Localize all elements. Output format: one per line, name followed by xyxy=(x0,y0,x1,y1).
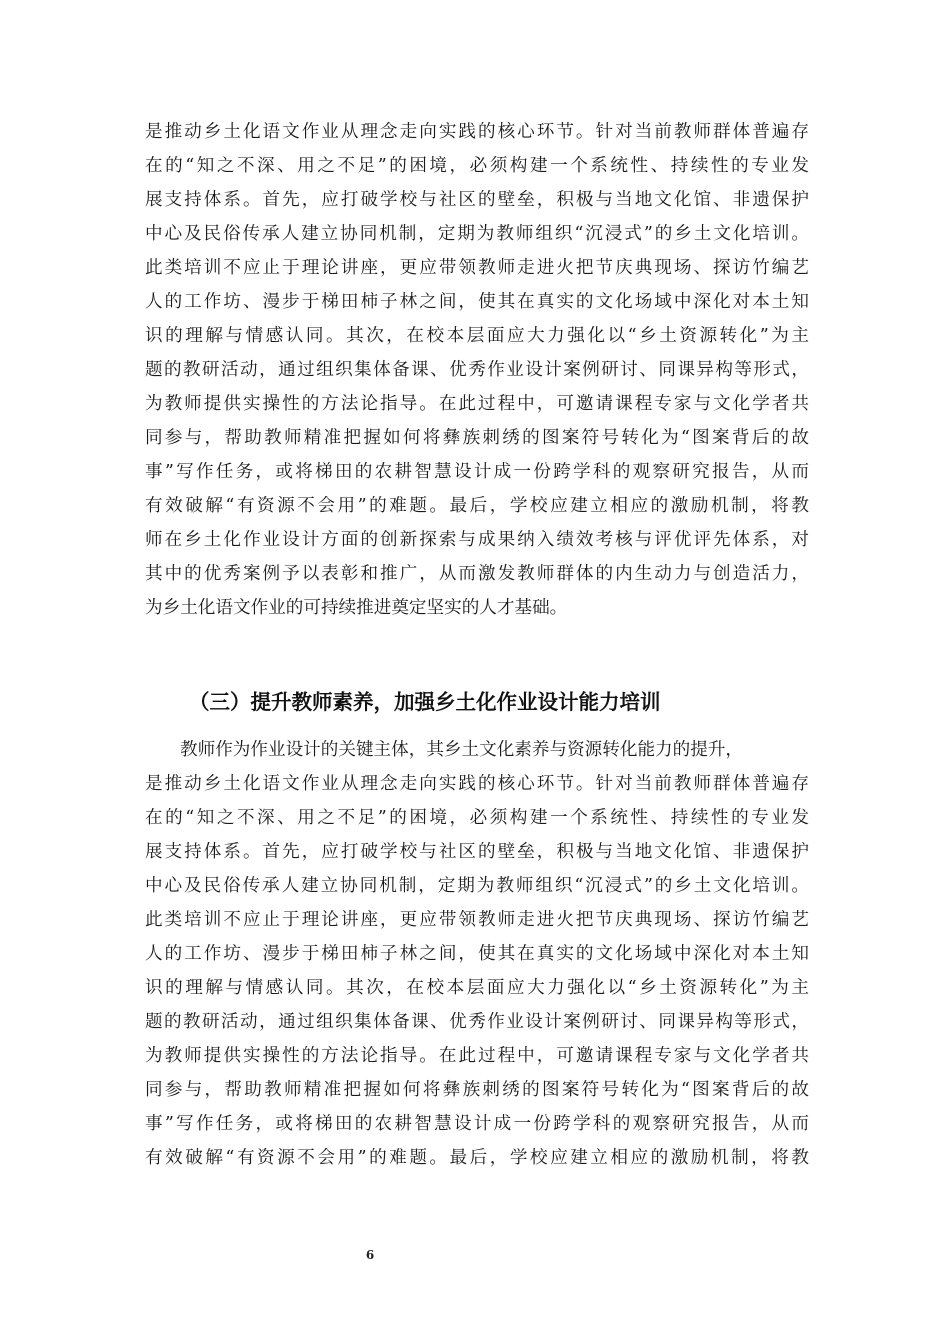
text-line: 同参与，帮助教师精准把握如何将彝族刺绣的图案符号转化为“图案背后的故 xyxy=(145,1080,809,1100)
text-line: 有效破解“有资源不会用”的难题。最后，学校应建立相应的激励机制，将教 xyxy=(145,1148,809,1168)
page-number: 6 xyxy=(365,1248,375,1262)
text-line: 教师作为作业设计的关键主体，其乡土文化素养与资源转化能力的提升， xyxy=(180,740,744,760)
text-line: 中心及民俗传承人建立协同机制，定期为教师组织“沉浸式”的乡土文化培训。 xyxy=(145,876,809,896)
text-line: 为教师提供实操性的方法论指导。在此过程中，可邀请课程专家与文化学者共 xyxy=(145,394,809,414)
text-line: 有效破解“有资源不会用”的难题。最后，学校应建立相应的激励机制，将教 xyxy=(145,496,809,516)
text-line: 是推动乡土化语文作业从理念走向实践的核心环节。针对当前教师群体普遍存 xyxy=(145,774,809,794)
text-line: 题的教研活动，通过组织集体备课、优秀作业设计案例研讨、同课异构等形式， xyxy=(145,1012,809,1032)
text-line: 是推动乡土化语文作业从理念走向实践的核心环节。针对当前教师群体普遍存 xyxy=(145,122,809,142)
text-line: 题的教研活动，通过组织集体备课、优秀作业设计案例研讨、同课异构等形式， xyxy=(145,360,809,380)
text-line: 为乡土化语文作业的可持续推进奠定坚实的人才基础。 xyxy=(145,598,568,618)
text-line: 同参与，帮助教师精准把握如何将彝族刺绣的图案符号转化为“图案背后的故 xyxy=(145,428,809,448)
text-line: 识的理解与情感认同。其次，在校本层面应大力强化以“乡土资源转化”为主 xyxy=(145,978,809,998)
text-line: 人的工作坊、漫步于梯田柿子林之间，使其在真实的文化场域中深化对本土知 xyxy=(145,944,809,964)
text-line: 在的“知之不深、用之不足”的困境，必须构建一个系统性、持续性的专业发 xyxy=(145,808,809,828)
text-line: 事”写作任务，或将梯田的农耕智慧设计成一份跨学科的观察研究报告，从而 xyxy=(145,1114,809,1134)
section-heading: （三）提升教师素养，加强乡土化作业设计能力培训 xyxy=(189,690,661,714)
text-line: 识的理解与情感认同。其次，在校本层面应大力强化以“乡土资源转化”为主 xyxy=(145,326,809,346)
text-line: 展支持体系。首先，应打破学校与社区的壁垒，积极与当地文化馆、非遗保护 xyxy=(145,842,809,862)
text-line: 为教师提供实操性的方法论指导。在此过程中，可邀请课程专家与文化学者共 xyxy=(145,1046,809,1066)
text-line: 师在乡土化作业设计方面的创新探索与成果纳入绩效考核与评优评先体系，对 xyxy=(145,530,809,550)
text-line: 此类培训不应止于理论讲座，更应带领教师走进火把节庆典现场、探访竹编艺 xyxy=(145,258,809,278)
text-line: 事”写作任务，或将梯田的农耕智慧设计成一份跨学科的观察研究报告，从而 xyxy=(145,462,809,482)
text-line: 人的工作坊、漫步于梯田柿子林之间，使其在真实的文化场域中深化对本土知 xyxy=(145,292,809,312)
text-line: 此类培训不应止于理论讲座，更应带领教师走进火把节庆典现场、探访竹编艺 xyxy=(145,910,809,930)
text-line: 其中的优秀案例予以表彰和推广，从而激发教师群体的内生动力与创造活力， xyxy=(145,564,809,584)
text-line: 中心及民俗传承人建立协同机制，定期为教师组织“沉浸式”的乡土文化培训。 xyxy=(145,224,809,244)
text-line: 在的“知之不深、用之不足”的困境，必须构建一个系统性、持续性的专业发 xyxy=(145,156,809,176)
text-line: 展支持体系。首先，应打破学校与社区的壁垒，积极与当地文化馆、非遗保护 xyxy=(145,190,809,210)
